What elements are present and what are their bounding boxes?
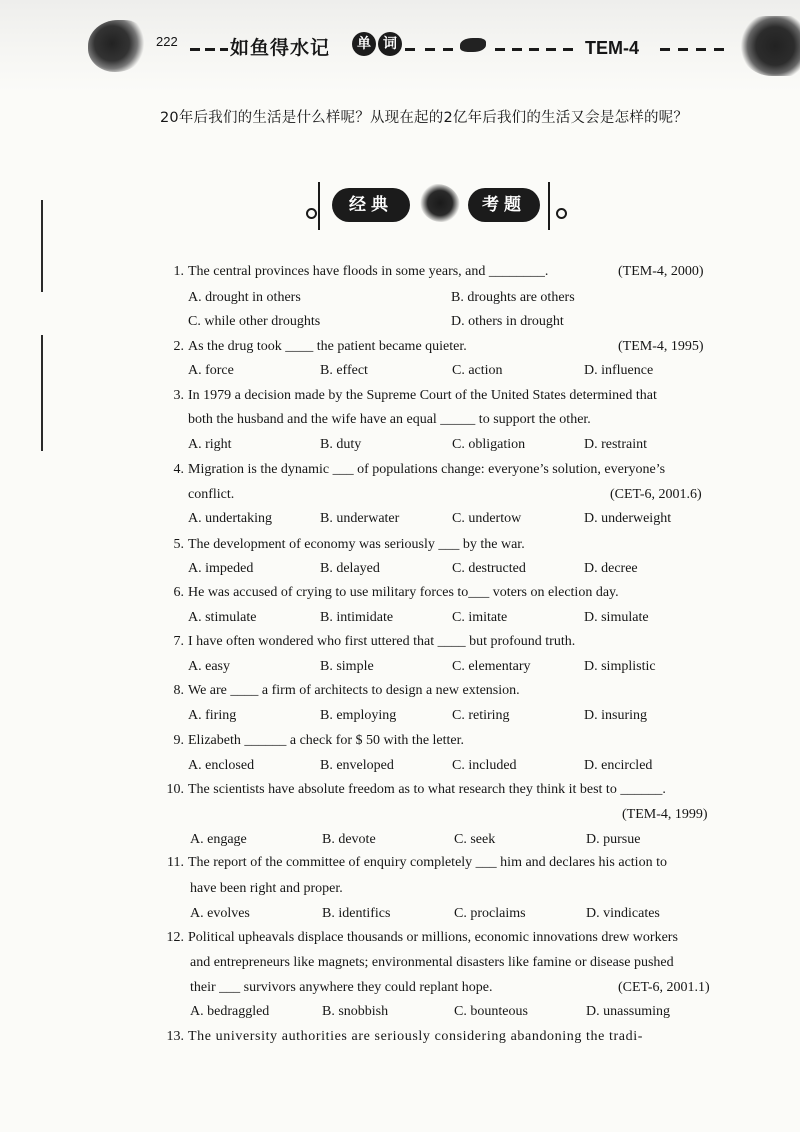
option: C. while other droughts xyxy=(188,314,321,329)
option: C. bounteous xyxy=(454,1004,528,1019)
option: A. bedraggled xyxy=(190,1004,270,1019)
option: A. stimulate xyxy=(188,610,257,625)
question-text: both the husband and the wife have an equal _____ to support the other. xyxy=(188,412,591,427)
banner-label-right: 考题 xyxy=(468,188,540,222)
option: B. enveloped xyxy=(320,758,394,773)
header-dash xyxy=(512,48,522,51)
book-title: 如鱼得水记 xyxy=(230,37,331,59)
option: A. undertaking xyxy=(188,511,272,526)
header-dash xyxy=(696,48,706,51)
option: D. insuring xyxy=(584,708,647,723)
question-text: The scientists have absolute freedom as to what research they think it best to ______. xyxy=(188,782,666,797)
option: B. underwater xyxy=(320,511,400,526)
header-dash xyxy=(563,48,573,51)
option: D. influence xyxy=(584,363,654,378)
option: A. force xyxy=(188,363,234,378)
question-number: 6. xyxy=(173,585,184,600)
option: D. pursue xyxy=(586,832,641,847)
question-text: I have often wondered who first uttered that ____ but profound truth. xyxy=(188,634,576,649)
option: B. delayed xyxy=(320,561,380,576)
header-dash xyxy=(678,48,688,51)
small-fish-icon xyxy=(460,38,486,52)
question-text: The central provinces have floods in some years, and ________. xyxy=(188,264,549,279)
question-text: conflict. xyxy=(188,487,235,502)
option: C. undertow xyxy=(452,511,522,526)
header-dash xyxy=(529,48,539,51)
question-text: He was accused of crying to use military forces to___ voters on election day. xyxy=(188,585,619,600)
question-number: 12. xyxy=(166,930,184,945)
question-text: have been right and proper. xyxy=(190,881,343,896)
option: D. simplistic xyxy=(584,659,656,674)
question-source: (CET-6, 2001.6) xyxy=(610,487,702,502)
question-text: In 1979 a decision made by the Supreme Court of the United States determined that xyxy=(188,388,657,403)
option: D. underweight xyxy=(584,511,672,526)
option: C. retiring xyxy=(452,708,510,723)
question-number: 10. xyxy=(166,782,184,797)
question-text: The report of the committee of enquiry completely ___ him and declares his action to xyxy=(188,855,667,870)
question-source: (TEM-4, 2000) xyxy=(618,264,704,279)
question-number: 4. xyxy=(173,462,184,477)
question-number: 7. xyxy=(173,634,184,649)
intro-text: 20年后我们的生活是什么样呢？从现在起的2亿年后我们的生活又会是怎样的呢？ xyxy=(160,110,689,126)
header-dash xyxy=(405,48,415,51)
question-number: 11. xyxy=(167,855,184,870)
question-number: 8. xyxy=(173,683,184,698)
header-dash xyxy=(443,48,453,51)
question-number: 1. xyxy=(173,264,184,279)
option: A. easy xyxy=(188,659,230,674)
page-header xyxy=(0,0,800,92)
badge-ci: 词 xyxy=(378,32,402,56)
option: D. others in drought xyxy=(451,314,564,329)
section-banner xyxy=(318,182,550,230)
option: B. employing xyxy=(320,708,397,723)
margin-line xyxy=(41,200,43,292)
question-text: and entrepreneurs like magnets; environmental disasters like famine or disease pushed xyxy=(190,955,674,970)
option: C. obligation xyxy=(452,437,526,452)
option: B. devote xyxy=(322,832,376,847)
option: D. vindicates xyxy=(586,906,660,921)
option: C. imitate xyxy=(452,610,508,625)
option: A. evolves xyxy=(190,906,250,921)
question-number: 3. xyxy=(173,388,184,403)
question-text: The development of economy was seriously ___ by the war. xyxy=(188,537,525,552)
option: C. destructed xyxy=(452,561,526,576)
banner-circle xyxy=(306,208,317,219)
header-dash xyxy=(714,48,724,51)
header-dash xyxy=(205,48,215,51)
option: B. droughts are others xyxy=(451,290,575,305)
question-number: 9. xyxy=(173,733,184,748)
question-text: Elizabeth ______ a check for $ 50 with the letter. xyxy=(188,733,465,748)
option: D. decree xyxy=(584,561,638,576)
question-text: their ___ survivors anywhere they could replant hope. xyxy=(190,980,493,995)
option: A. drought in others xyxy=(188,290,301,305)
header-dash xyxy=(495,48,505,51)
margin-line xyxy=(41,335,43,451)
option: C. seek xyxy=(454,832,496,847)
option: D. simulate xyxy=(584,610,649,625)
banner-label-left: 经典 xyxy=(332,188,410,222)
option: A. right xyxy=(188,437,232,452)
option: C. elementary xyxy=(452,659,531,674)
option: B. simple xyxy=(320,659,374,674)
header-dash xyxy=(425,48,435,51)
question-source: (TEM-4, 1995) xyxy=(618,339,704,354)
exam-tag: TEM-4 xyxy=(585,38,639,58)
fish-ornament-right-icon xyxy=(738,16,800,76)
question-text: Migration is the dynamic ___ of populations change: everyone’s solution, everyone’s xyxy=(188,462,666,477)
option: D. encircled xyxy=(584,758,653,773)
fish-ornament-icon xyxy=(88,20,148,72)
option: A. impeded xyxy=(188,561,254,576)
page-number: 222 xyxy=(156,34,178,49)
question-text: We are ____ a firm of architects to design a new extension. xyxy=(188,683,520,698)
option: B. snobbish xyxy=(322,1004,389,1019)
option: B. intimidate xyxy=(320,610,394,625)
badge-dan: 单 xyxy=(352,32,376,56)
question-number: 5. xyxy=(173,537,184,552)
question-source: (CET-6, 2001.1) xyxy=(618,980,710,995)
question-number: 13. xyxy=(166,1029,184,1044)
question-text: The university authorities are seriously considering abandoning the tradi- xyxy=(188,1029,643,1044)
option: C. proclaims xyxy=(454,906,526,921)
option: A. enclosed xyxy=(188,758,255,773)
header-dash xyxy=(660,48,670,51)
option: B. identifics xyxy=(322,906,391,921)
banner-circle xyxy=(556,208,567,219)
option: C. included xyxy=(452,758,517,773)
header-dash xyxy=(546,48,556,51)
banner-fish-icon xyxy=(420,184,460,222)
header-dash xyxy=(220,48,228,51)
option: D. unassuming xyxy=(586,1004,670,1019)
option: A. firing xyxy=(188,708,237,723)
option: B. effect xyxy=(320,363,368,378)
question-source: (TEM-4, 1999) xyxy=(622,807,708,822)
option: A. engage xyxy=(190,832,247,847)
option: D. restraint xyxy=(584,437,647,452)
header-dash xyxy=(190,48,200,51)
question-text: As the drug took ____ the patient became quieter. xyxy=(188,339,467,354)
question-number: 2. xyxy=(173,339,184,354)
option: B. duty xyxy=(320,437,362,452)
option: C. action xyxy=(452,363,503,378)
question-text: Political upheavals displace thousands or millions, economic innovations drew workers xyxy=(188,930,678,945)
